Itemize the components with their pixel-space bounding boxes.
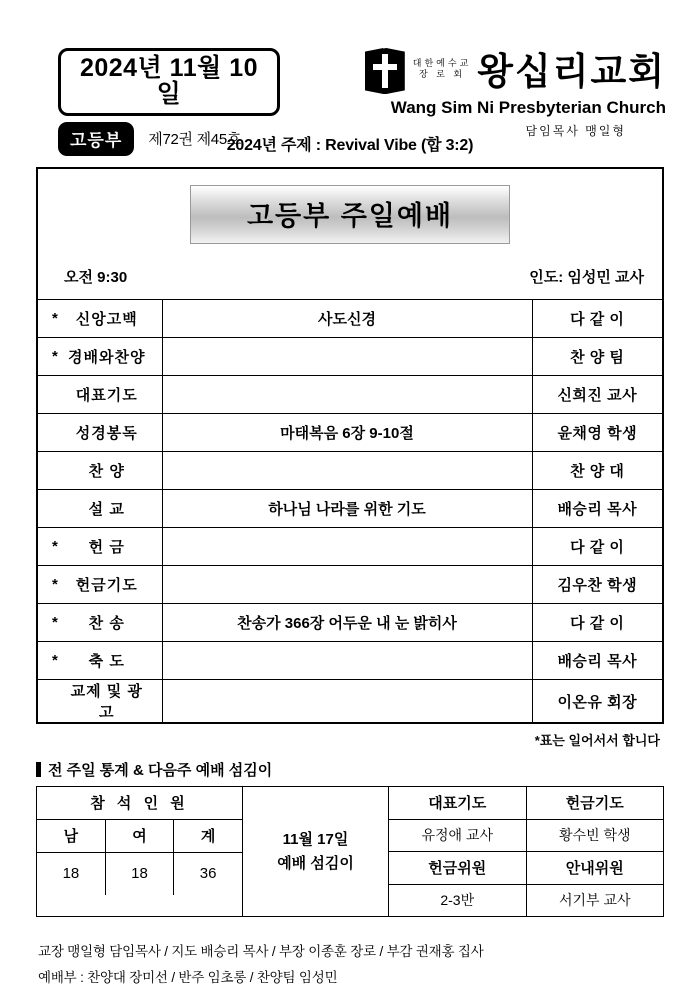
year-theme: 2024년 주제 : Revival Vibe (합 3:2): [226, 137, 474, 154]
attendance-section: [37, 787, 243, 916]
next-week-date: 11월 17일: [282, 831, 349, 849]
church-title-row: [365, 48, 666, 94]
next-week-caption: 예배 섬김이: [277, 854, 354, 872]
attendance-table: [37, 820, 242, 895]
order-detail-cell: [162, 452, 532, 490]
service-meta-row: [38, 244, 662, 299]
order-detail-cell: 하나님 나라를 위한 기도: [162, 490, 532, 528]
order-person-cell: 다 같 이: [532, 604, 662, 642]
standing-marker: *: [52, 348, 59, 365]
order-detail-cell: [162, 528, 532, 566]
order-item-label: 설 교: [88, 501, 125, 518]
stats-heading-text: 전 주일 통계 & 다음주 예배 섬김이: [48, 762, 273, 779]
order-row: [38, 452, 662, 490]
attendance-val-2: 36: [199, 865, 217, 882]
next-week-label: [243, 787, 389, 916]
order-item-label: 대표기도: [75, 387, 138, 404]
order-detail-cell: [162, 566, 532, 604]
attendance-col-1: 여: [105, 820, 173, 853]
order-item-cell: [38, 490, 162, 528]
footer-line-1: 교장 맹일형 담임목사 / 지도 배승리 목사 / 부장 이종훈 장로 / 부감 권재홍 집사: [38, 944, 484, 959]
order-item-cell: [38, 680, 162, 723]
order-row: [38, 528, 662, 566]
roles-value-row-2: [389, 885, 663, 917]
bullet-bar-icon: [36, 762, 41, 777]
order-person-cell: 찬 양 대: [532, 452, 662, 490]
date-box: 2024년 11월 10일: [58, 48, 280, 116]
order-item-label: 성경봉독: [75, 425, 138, 442]
standing-marker: *: [52, 538, 59, 555]
order-row: [38, 490, 662, 528]
roles-value-row-1: [389, 820, 663, 852]
attendance-title: 참 석 인 원: [37, 787, 242, 820]
role-label-0: 대표기도: [389, 787, 526, 820]
order-item-cell: [38, 566, 162, 604]
order-person-cell: 찬 양 팀: [532, 338, 662, 376]
order-item-cell: [38, 452, 162, 490]
issue-number: 제72권 제45호: [148, 131, 242, 148]
dept-badge: 고등부: [58, 122, 134, 156]
denomination-label: 대한예수교 장 로 회: [412, 57, 472, 79]
order-item-cell: [38, 604, 162, 642]
order-person-cell: 신희진 교사: [532, 376, 662, 414]
next-week-roles: [389, 787, 663, 916]
role-label-3: 안내위원: [526, 852, 663, 885]
attendance-col-0: 남: [37, 820, 105, 853]
service-order-box: [36, 167, 664, 724]
order-table: [38, 299, 662, 722]
order-detail-cell: [162, 338, 532, 376]
order-item-label: 헌금기도: [75, 577, 138, 594]
attendance-value-row: [37, 853, 242, 896]
order-row: [38, 642, 662, 680]
order-detail-cell: 사도신경: [162, 300, 532, 338]
staff-footer: [38, 939, 664, 990]
order-detail-cell: [162, 680, 532, 723]
order-person-cell: 배승리 목사: [532, 642, 662, 680]
order-person-cell: 배승리 목사: [532, 490, 662, 528]
order-detail-cell: 찬송가 366장 어두운 내 눈 밝히사: [162, 604, 532, 642]
attendance-col-2: 계: [174, 820, 242, 853]
order-item-label: 찬 양: [88, 463, 125, 480]
order-row: [38, 338, 662, 376]
order-item-cell: [38, 300, 162, 338]
service-title-wrap: [38, 185, 662, 244]
attendance-val-1: 18: [105, 853, 173, 896]
service-time: 오전 9:30: [64, 269, 128, 286]
role-label-2: 헌금위원: [389, 852, 526, 885]
stats-heading: [36, 759, 700, 780]
order-item-label: 헌 금: [88, 539, 125, 556]
service-leader: 인도: 임성민 교사: [529, 269, 644, 286]
order-detail-cell: [162, 376, 532, 414]
order-item-label: 경배와찬양: [68, 349, 146, 366]
church-name-kr: 왕십리교회: [477, 48, 666, 93]
order-item-label: 신앙고백: [75, 311, 138, 328]
order-row: [38, 414, 662, 452]
order-person-cell: 이온유 회장: [532, 680, 662, 723]
role-label-1: 헌금기도: [526, 787, 663, 820]
attendance-header-row: [37, 820, 242, 853]
order-person-cell: 윤채영 학생: [532, 414, 662, 452]
standing-marker: *: [52, 576, 59, 593]
footer-line-2: 예배부 : 찬양대 장미선 / 반주 임초롱 / 찬양팀 임성민: [38, 969, 338, 985]
church-identity: [280, 48, 670, 139]
service-title: 고등부 주일예배: [190, 185, 510, 244]
order-row: [38, 300, 662, 338]
order-item-label: 찬 송: [88, 615, 125, 632]
role-value-1: 황수빈 학생: [526, 820, 663, 852]
standing-marker: *: [52, 652, 59, 669]
order-row: [38, 604, 662, 642]
order-row: [38, 376, 662, 414]
order-person-cell: 김우찬 학생: [532, 566, 662, 604]
order-item-cell: [38, 528, 162, 566]
order-item-cell: [38, 642, 162, 680]
cross-bible-icon: [365, 48, 405, 94]
order-detail-cell: [162, 642, 532, 680]
roles-header-row-2: [389, 852, 663, 885]
standing-marker: *: [52, 310, 59, 327]
stats-table: [36, 786, 664, 917]
standing-marker: *: [52, 614, 59, 631]
senior-pastor: 담임목사 맹일형: [525, 124, 626, 138]
role-value-0: 유정애 교사: [389, 820, 526, 852]
order-item-label: 교제 및 광고: [70, 683, 143, 721]
order-row: [38, 566, 662, 604]
order-detail-cell: 마태복음 6장 9-10절: [162, 414, 532, 452]
roles-header-row-1: [389, 787, 663, 820]
role-value-2: 2-3반: [389, 885, 526, 917]
order-item-cell: [38, 338, 162, 376]
order-item-cell: [38, 376, 162, 414]
order-item-label: 축 도: [88, 653, 125, 670]
order-item-cell: [38, 414, 162, 452]
role-value-3: 서기부 교사: [558, 892, 631, 908]
standing-note: *표는 일어서서 합니다: [534, 733, 660, 748]
order-person-cell: 다 같 이: [532, 300, 662, 338]
attendance-val-0: 18: [37, 853, 105, 896]
order-row: [38, 680, 662, 723]
church-name-en: Wang Sim Ni Presbyterian Church: [390, 98, 666, 117]
order-person-cell: 다 같 이: [532, 528, 662, 566]
roles-table: [389, 787, 663, 916]
